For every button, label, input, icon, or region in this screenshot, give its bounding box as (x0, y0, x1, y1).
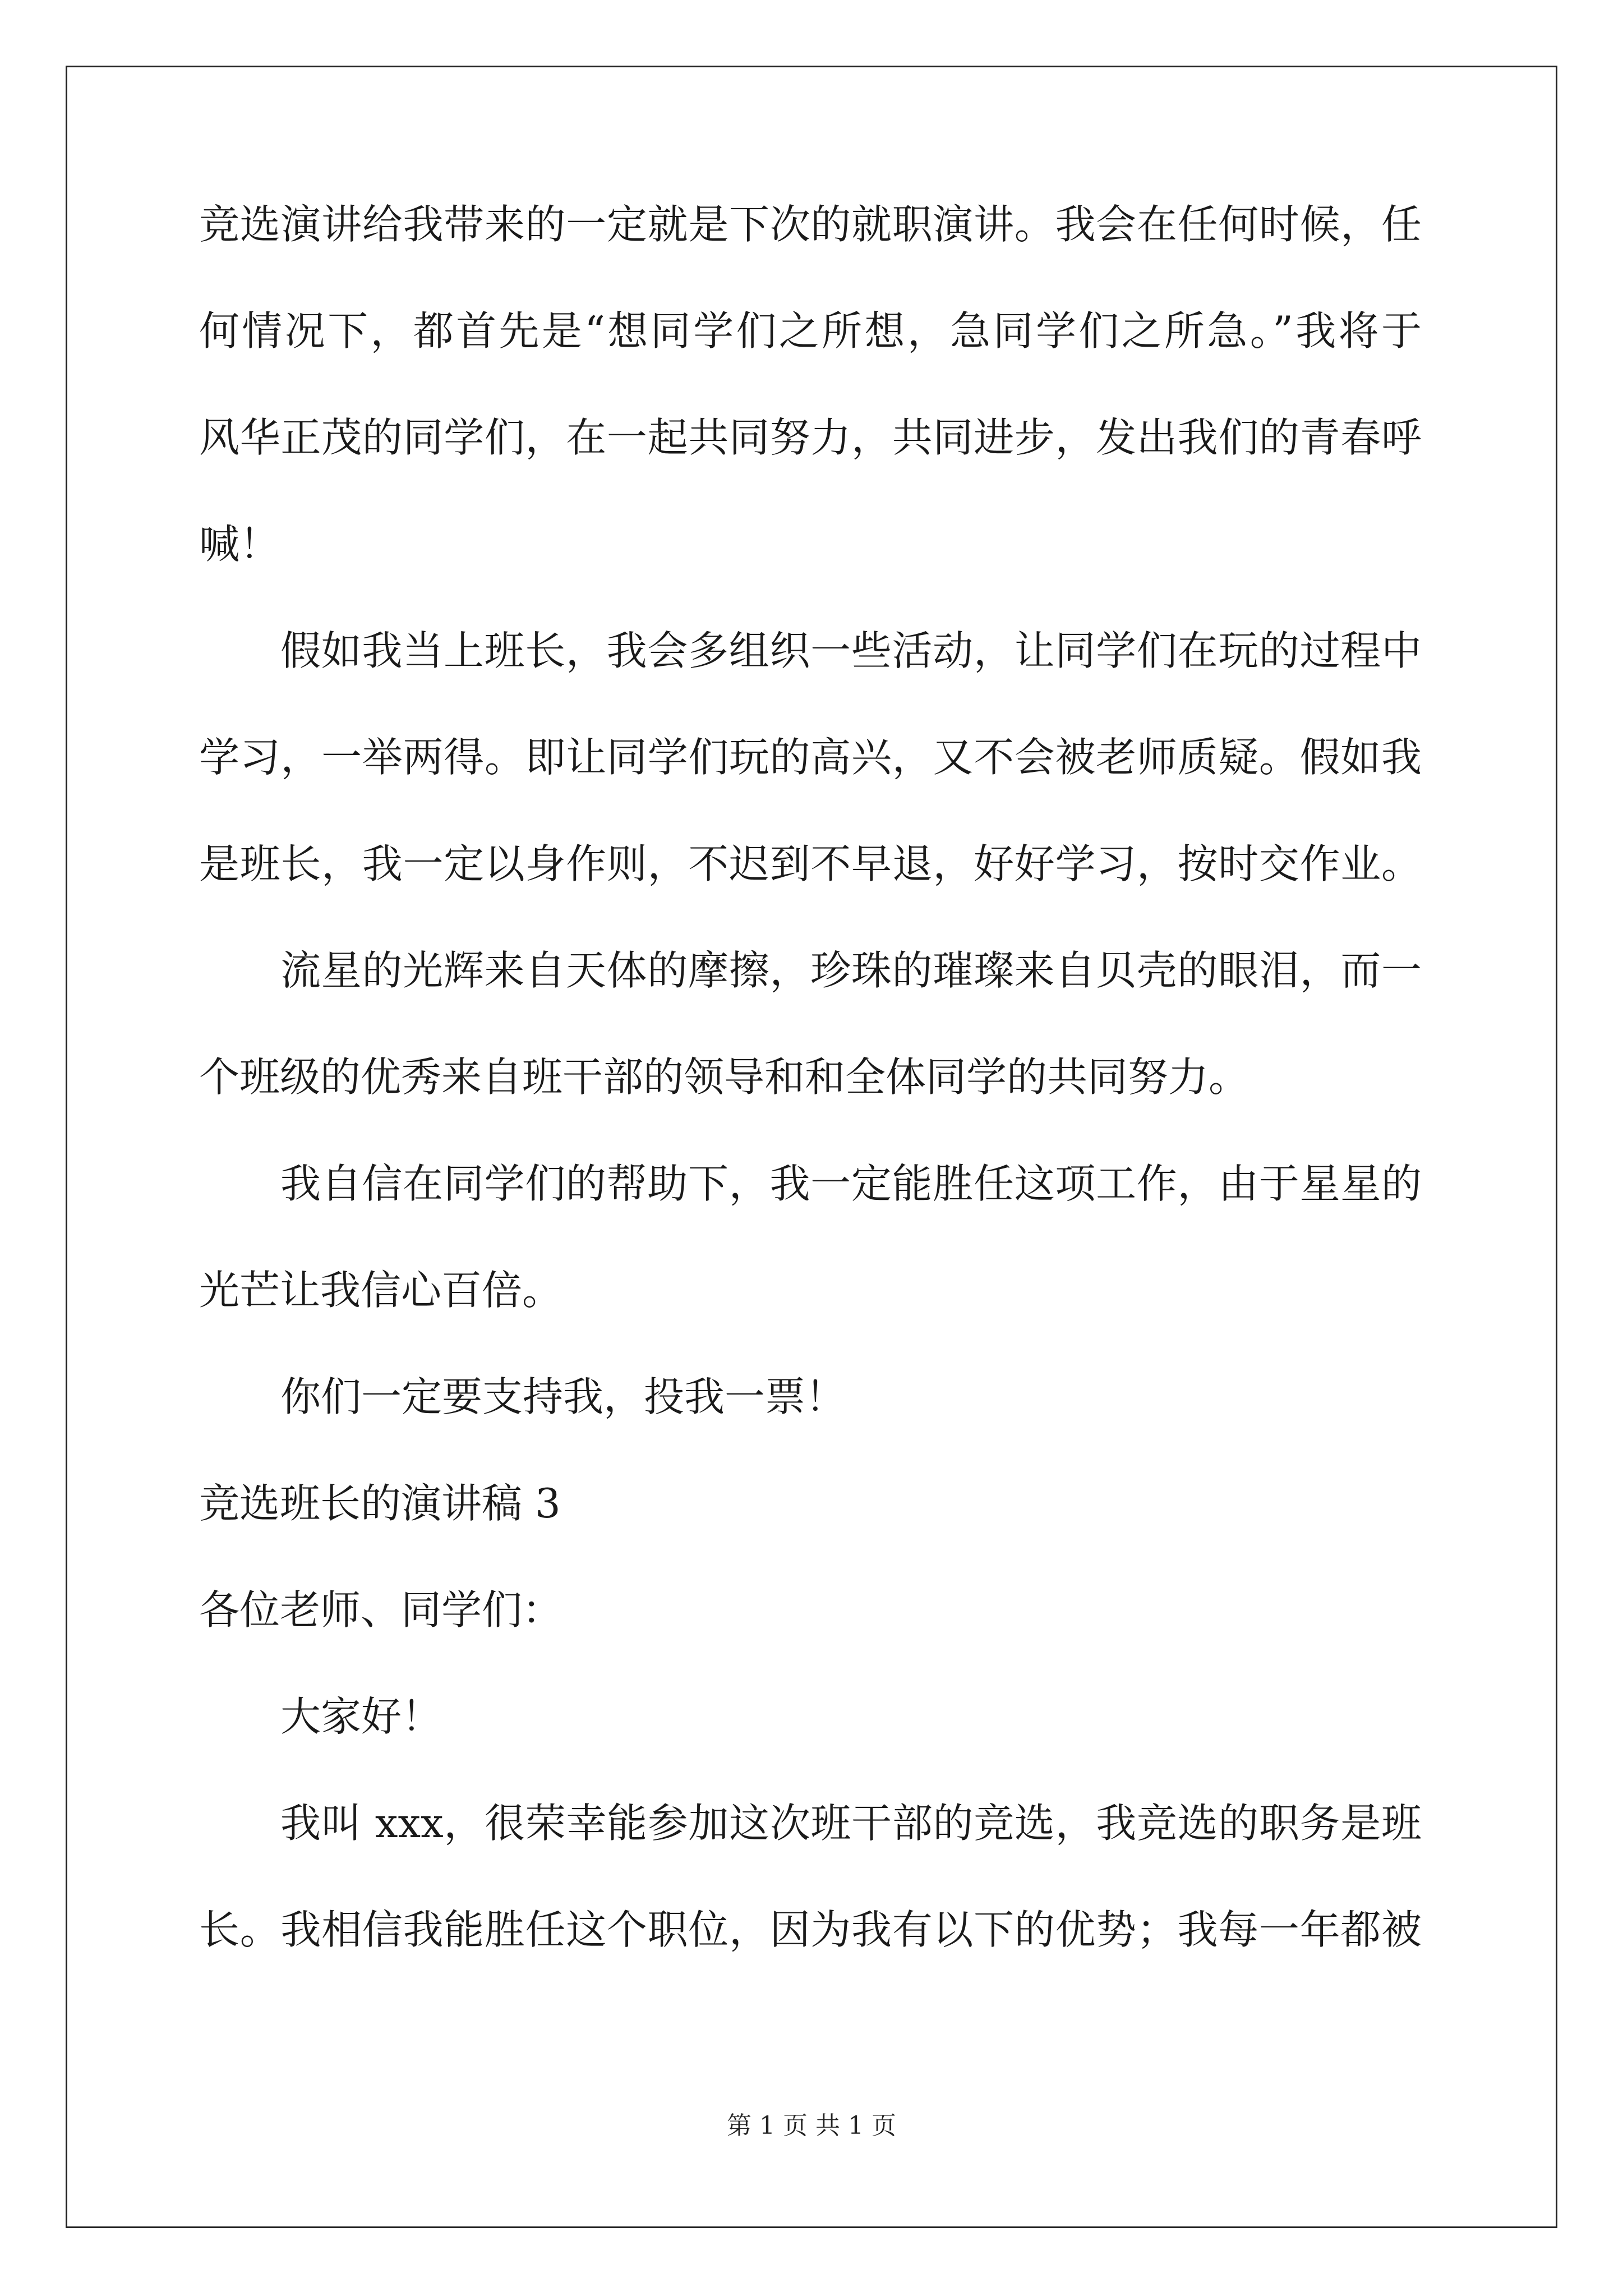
text-line: 喊！ (199, 521, 280, 568)
paragraph-start-line: 流星的光辉来自天体的摩擦，珍珠的璀璨来自贝壳的眼泪，而一 (280, 947, 1422, 994)
section-heading: 竞选班长的演讲稿 3 (199, 1480, 561, 1527)
text-line: 学习，一举两得。即让同学们玩的高兴，又不会被老师质疑。假如我 (199, 734, 1422, 781)
paragraph-start-line: 假如我当上班长，我会多组织一些活动，让同学们在玩的过程中 (280, 627, 1422, 674)
text-line: 竞选演讲给我带来的一定就是下次的就职演讲。我会在任何时候，任 (199, 201, 1422, 248)
text-line: 是班长，我一定以身作则，不迟到不早退，好好学习，按时交作业。 (199, 840, 1422, 887)
greeting: 大家好！ (280, 1693, 442, 1740)
text-line: 风华正茂的同学们，在一起共同努力，共同进步，发出我们的青春呼 (199, 414, 1422, 461)
salutation: 各位老师、同学们： (199, 1586, 563, 1634)
text-line: 光芒让我信心百倍。 (199, 1267, 563, 1314)
page-border (66, 66, 1557, 2228)
paragraph-start-line: 我叫 xxx，很荣幸能参加这次班干部的竞选，我竞选的职务是班 (280, 1800, 1422, 1847)
text-line: 何情况下，都首先是“想同学们之所想，急同学们之所急。”我将于 (199, 307, 1422, 355)
text-line: 个班级的优秀来自班干部的领导和和全体同学的共同努力。 (199, 1053, 1249, 1101)
paragraph-start-line: 我自信在同学们的帮助下，我一定能胜任这项工作，由于星星的 (280, 1160, 1422, 1207)
text-line: 长。我相信我能胜任这个职位，因为我有以下的优势；我每一年都被 (199, 1906, 1422, 1953)
paragraph-start-line: 你们一定要支持我，投我一票！ (280, 1373, 846, 1420)
page-footer: 第 1 页 共 1 页 (727, 2111, 896, 2140)
